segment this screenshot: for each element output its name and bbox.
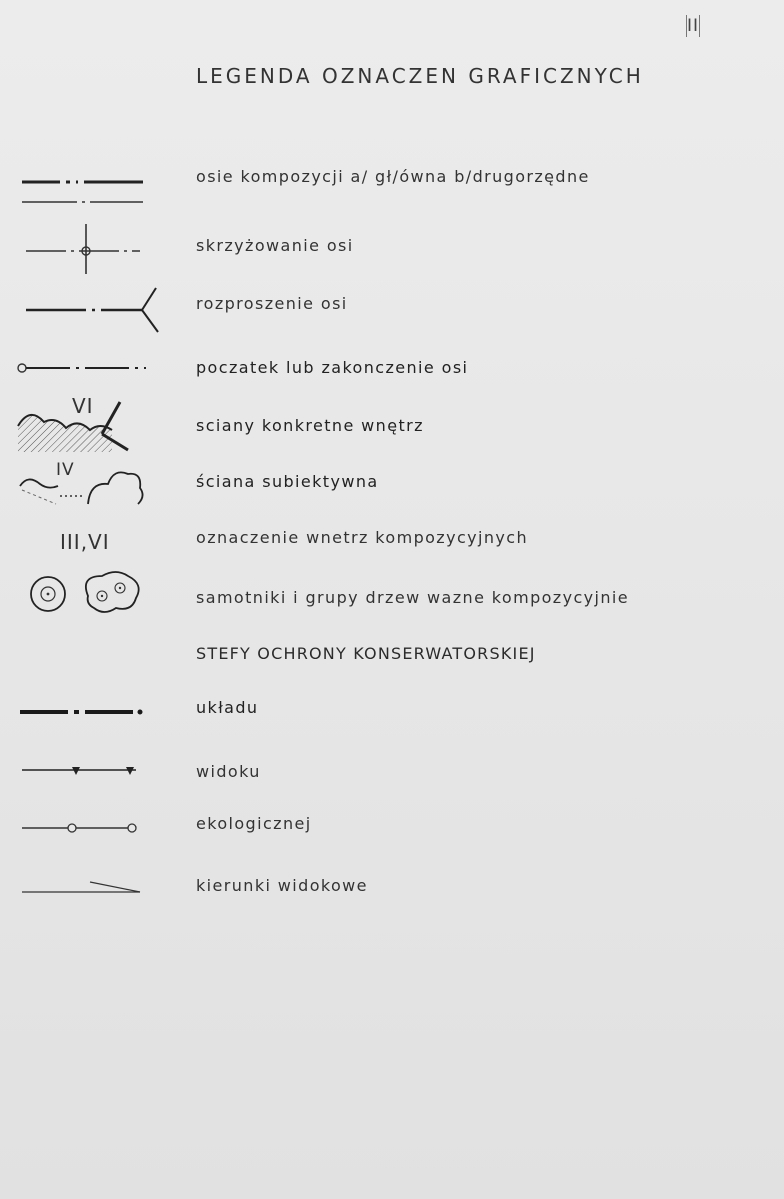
protection-zones-header: STEFY OCHRONY KONSERWATORSKIEJ [196,644,536,663]
legend-label-subjective-wall: ściana subiektywna [196,472,379,491]
legend-label-axes: osie kompozycji a/ gł/ówna b/drugorzędne [196,167,590,186]
legend-label-trees: samotniki i grupy drzew wazne kompozycyjnie [196,588,630,607]
wall-marker-iv: IV [56,460,75,480]
view-zone-line-icon [18,762,148,780]
legend-label-start-end: poczatek lub zakonczenie osi [196,358,469,377]
zone-label-ecological: ekologicznej [196,814,312,833]
subjective-wall-icon [18,460,148,512]
axes-main-secondary-icon [18,170,148,212]
axis-intersection-icon [22,218,147,276]
legend-label-dispersion: rozproszenie osi [196,294,348,313]
zone-label-layout: układu [196,698,259,717]
view-direction-icon [20,876,150,900]
ecological-zone-line-icon [18,820,148,836]
zone-label-view-directions: kierunki widokowe [196,876,368,895]
wall-marker-vi: VI [72,394,94,418]
legend-label-interior-marking: oznaczenie wnetrz kompozycyjnych [196,528,529,547]
axis-start-end-icon [14,358,154,378]
page-number: II [687,16,700,36]
interior-marker-text: III,VI [60,530,110,554]
zone-label-view: widoku [196,762,261,781]
layout-zone-line-icon [18,704,148,720]
page-title: LEGENDA OZNACZEN GRAFICZNYCH [196,64,644,88]
legend-label-intersection: skrzyżowanie osi [196,236,354,255]
legend-label-concrete-walls: sciany konkretne wnętrz [196,416,424,435]
axis-dispersion-icon [22,284,162,336]
trees-icon [20,566,150,614]
